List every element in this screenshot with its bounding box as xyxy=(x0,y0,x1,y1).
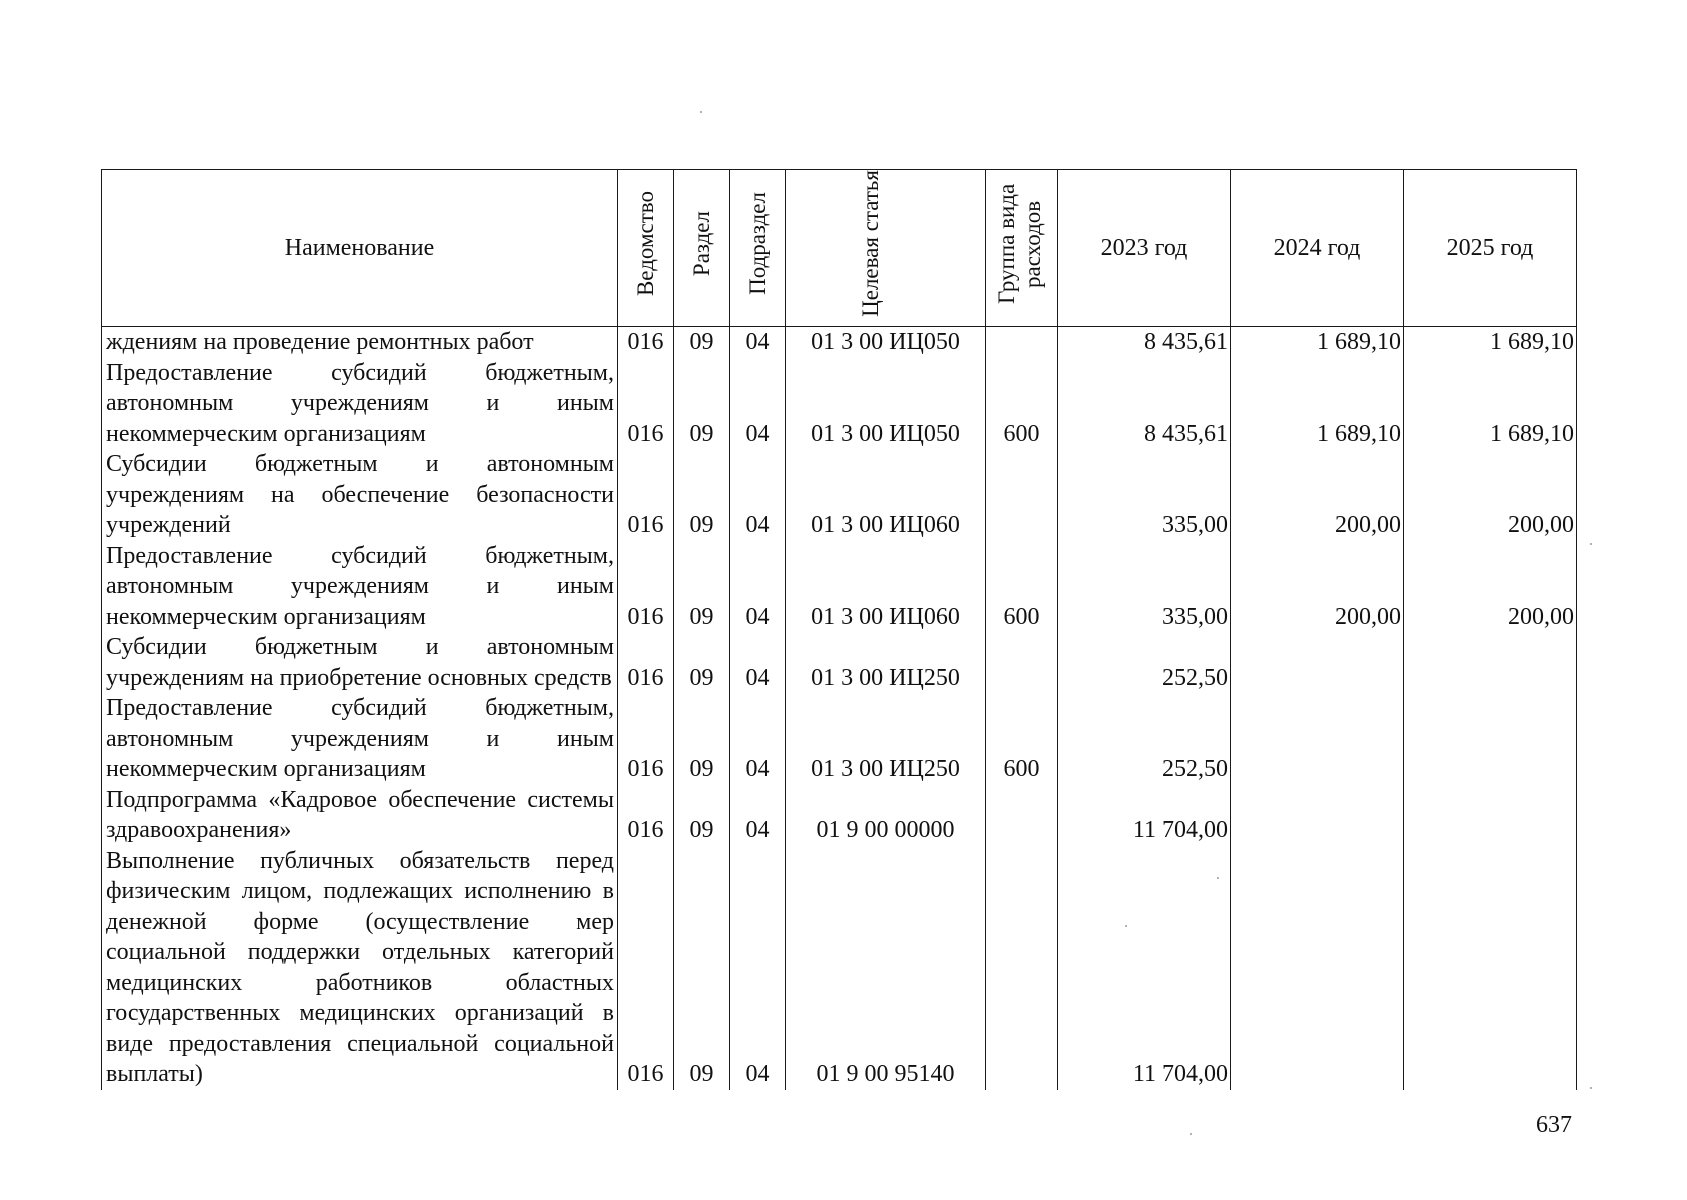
scan-speck xyxy=(1125,925,1127,927)
cell-gruppa-vida-rashodov xyxy=(986,846,1058,1090)
cell-razdel: 09 xyxy=(674,541,730,633)
header-vedomstvo: Ведомство xyxy=(618,170,674,327)
cell-2023: 8 435,61 xyxy=(1058,327,1231,358)
cell-name: Предоставление субсидий бюджетным, автономным учреждениям и иным некоммерческим организациям xyxy=(102,358,618,450)
cell-gruppa-vida-rashodov: 600 xyxy=(986,693,1058,785)
table-row xyxy=(102,846,1577,1090)
cell-podrazdel: 04 xyxy=(730,449,786,541)
cell-podrazdel: 04 xyxy=(730,846,786,1090)
cell-podrazdel: 04 xyxy=(730,327,786,358)
header-celevaya-statya: Целевая статья xyxy=(786,170,986,327)
header-name: Наименование xyxy=(102,170,618,327)
cell-2024: 1 689,10 xyxy=(1231,358,1404,450)
header-2024: 2024 год xyxy=(1231,170,1404,327)
cell-2024 xyxy=(1231,846,1404,1090)
cell-2024 xyxy=(1231,693,1404,785)
table-header xyxy=(102,170,1577,327)
cell-razdel: 09 xyxy=(674,449,730,541)
scan-speck xyxy=(1590,543,1592,545)
header-podrazdel: Подраздел xyxy=(730,170,786,327)
table-row xyxy=(102,358,1577,450)
cell-2025: 200,00 xyxy=(1404,449,1577,541)
cell-2024: 200,00 xyxy=(1231,541,1404,633)
cell-gruppa-vida-rashodov xyxy=(986,785,1058,846)
cell-2025: 1 689,10 xyxy=(1404,358,1577,450)
scan-speck xyxy=(1190,1133,1192,1135)
cell-name: Предоставление субсидий бюджетным, автономным учреждениям и иным некоммерческим организациям xyxy=(102,693,618,785)
table-body xyxy=(102,327,1577,1090)
cell-vedomstvo: 016 xyxy=(618,327,674,358)
cell-2025 xyxy=(1404,632,1577,693)
cell-vedomstvo: 016 xyxy=(618,358,674,450)
cell-celevaya-statya: 01 3 00 ИЦ060 xyxy=(786,541,986,633)
cell-2025 xyxy=(1404,693,1577,785)
header-razdel: Раздел xyxy=(674,170,730,327)
cell-2023: 252,50 xyxy=(1058,632,1231,693)
cell-gruppa-vida-rashodov xyxy=(986,632,1058,693)
header-2025: 2025 год xyxy=(1404,170,1577,327)
cell-vedomstvo: 016 xyxy=(618,541,674,633)
cell-podrazdel: 04 xyxy=(730,693,786,785)
cell-celevaya-statya: 01 3 00 ИЦ250 xyxy=(786,632,986,693)
cell-vedomstvo: 016 xyxy=(618,632,674,693)
table-row xyxy=(102,632,1577,693)
cell-podrazdel: 04 xyxy=(730,785,786,846)
cell-celevaya-statya: 01 3 00 ИЦ060 xyxy=(786,449,986,541)
cell-name: ждениям на проведение ремонтных работ xyxy=(102,327,618,358)
cell-celevaya-statya: 01 3 00 ИЦ250 xyxy=(786,693,986,785)
cell-2025: 200,00 xyxy=(1404,541,1577,633)
table-row xyxy=(102,327,1577,358)
scan-speck xyxy=(1217,877,1219,879)
cell-2024 xyxy=(1231,785,1404,846)
cell-podrazdel: 04 xyxy=(730,632,786,693)
budget-table xyxy=(101,169,1577,1090)
cell-vedomstvo: 016 xyxy=(618,846,674,1090)
cell-razdel: 09 xyxy=(674,693,730,785)
cell-vedomstvo: 016 xyxy=(618,449,674,541)
cell-2025 xyxy=(1404,846,1577,1090)
cell-celevaya-statya: 01 3 00 ИЦ050 xyxy=(786,327,986,358)
cell-2023: 11 704,00 xyxy=(1058,846,1231,1090)
cell-razdel: 09 xyxy=(674,632,730,693)
cell-2023: 11 704,00 xyxy=(1058,785,1231,846)
cell-razdel: 09 xyxy=(674,358,730,450)
cell-vedomstvo: 016 xyxy=(618,785,674,846)
cell-2023: 335,00 xyxy=(1058,449,1231,541)
scan-speck xyxy=(1590,1087,1592,1089)
cell-name: Выполнение публичных обязательств перед физическим лицом, подлежащих исполнению в денежной форме (осуществление мер социальной поддержки отдельных категорий медицинских работников областных государственных медицинских организаций в виде предоставления специальной социальной выплаты) xyxy=(102,846,618,1090)
cell-gruppa-vida-rashodov xyxy=(986,449,1058,541)
table-row xyxy=(102,541,1577,633)
cell-2023: 252,50 xyxy=(1058,693,1231,785)
cell-name: Подпрограмма «Кадровое обеспечение системы здравоохранения» xyxy=(102,785,618,846)
cell-podrazdel: 04 xyxy=(730,358,786,450)
table-row xyxy=(102,693,1577,785)
cell-name: Субсидии бюджетным и автономным учреждениям на обеспечение безопасности учреждений xyxy=(102,449,618,541)
table-row xyxy=(102,785,1577,846)
cell-name: Субсидии бюджетным и автономным учреждениям на приобретение основных средств xyxy=(102,632,618,693)
page-number: 637 xyxy=(1536,1112,1572,1138)
scan-speck xyxy=(700,111,702,113)
cell-name: Предоставление субсидий бюджетным, автономным учреждениям и иным некоммерческим организациям xyxy=(102,541,618,633)
cell-vedomstvo: 016 xyxy=(618,693,674,785)
cell-razdel: 09 xyxy=(674,327,730,358)
header-gruppa-vida-rashodov: Группа вида расходов xyxy=(986,170,1058,327)
cell-podrazdel: 04 xyxy=(730,541,786,633)
cell-gruppa-vida-rashodov xyxy=(986,327,1058,358)
cell-2024: 1 689,10 xyxy=(1231,327,1404,358)
cell-2023: 335,00 xyxy=(1058,541,1231,633)
cell-gruppa-vida-rashodov: 600 xyxy=(986,541,1058,633)
cell-2024 xyxy=(1231,632,1404,693)
cell-2025: 1 689,10 xyxy=(1404,327,1577,358)
cell-2024: 200,00 xyxy=(1231,449,1404,541)
cell-2025 xyxy=(1404,785,1577,846)
cell-celevaya-statya: 01 3 00 ИЦ050 xyxy=(786,358,986,450)
cell-2023: 8 435,61 xyxy=(1058,358,1231,450)
cell-razdel: 09 xyxy=(674,846,730,1090)
cell-celevaya-statya: 01 9 00 00000 xyxy=(786,785,986,846)
cell-celevaya-statya: 01 9 00 95140 xyxy=(786,846,986,1090)
cell-razdel: 09 xyxy=(674,785,730,846)
header-2023: 2023 год xyxy=(1058,170,1231,327)
cell-gruppa-vida-rashodov: 600 xyxy=(986,358,1058,450)
table-row xyxy=(102,449,1577,541)
